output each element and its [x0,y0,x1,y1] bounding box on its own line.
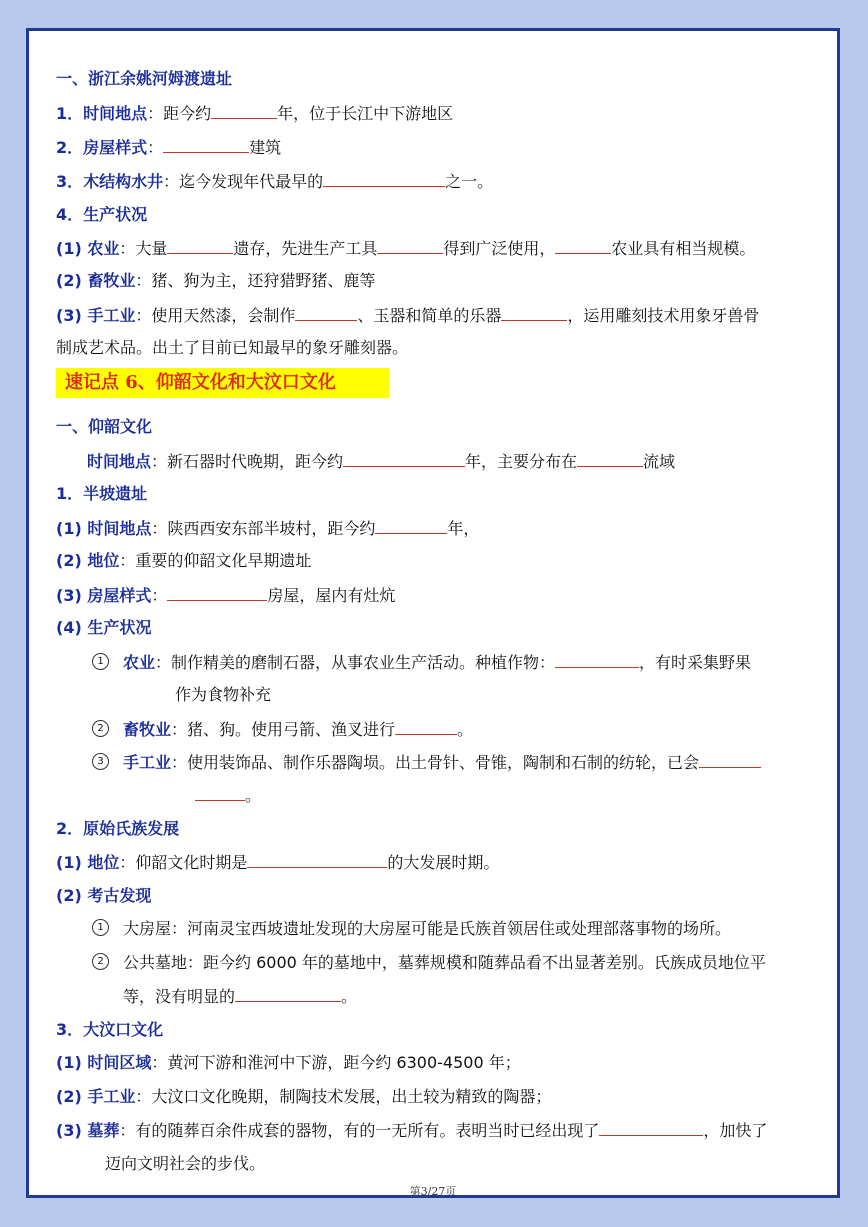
item-dawenkou-burial: (3) 墓葬：有的随葬百余件成套的器物，有的一无所有。表明当时已经出现了 ，加快了 [56,1121,768,1140]
section-heading-hemudu: 一、浙江余姚河姆渡遗址 [56,69,233,88]
subheading-clan: 2．原始氏族发展 [56,819,180,838]
item-time-place: 1．时间地点：距今约 年，位于长江中下游地区 [56,104,454,123]
item-banpo-time: (1) 时间地点：陕西西安东部半坡村，距今约 年， [56,519,480,538]
item-cemetery: 2 公共墓地：距今约 6000 年的墓地中，墓葬规模和随葬品看不出显著差别。氏族成员地位平 [92,952,766,974]
item-banpo-agri-cont: 作为食物补充 [175,685,272,704]
blank[interactable] [167,584,267,601]
item-dawenkou-time: (1) 时间区域：黄河下游和淮河中下游，距今约 6300-4500 年； [56,1053,521,1072]
blank[interactable] [599,1119,703,1136]
blank[interactable] [555,237,611,254]
blank[interactable] [211,102,277,119]
section-heading-yangshao: 一、仰韶文化 [56,417,153,436]
document-page [26,28,840,1198]
blank[interactable] [501,304,567,321]
item-clan-archaeology: (2) 考古发现 [56,886,152,905]
item-house-style: 2．房屋样式： 建筑 [56,138,282,157]
blank[interactable] [377,237,443,254]
item-banpo-agri: 1 农业：制作精美的磨制石器，从事农业生产活动。种植作物： ，有时采集野果 [92,651,751,673]
blank[interactable] [699,751,761,768]
item-well: 3．木结构水井：迄今发现年代最早的 之一。 [56,172,494,191]
blank[interactable] [375,517,447,534]
circled-number: 1 [92,653,109,670]
item-banpo-livestock: 2 畜牧业：猪、狗。使用弓箭、渔叉进行 。 [92,718,473,740]
item-clan-status: (1) 地位：仰韶文化时期是 的大发展时期。 [56,853,500,872]
item-livestock: (2) 畜牧业：猪、狗为主，还狩猎野猪、鹿等 [56,271,376,290]
item-banpo-status: (2) 地位：重要的仰韶文化早期遗址 [56,551,312,570]
item-banpo-handicraft: 3 手工业：使用装饰品、制作乐器陶埙。出土骨针、骨锥，陶制和石制的纺轮，已会 [92,751,761,773]
item-cemetery-cont: 等，没有明显的 。 [123,987,358,1006]
item-dawenkou-burial-cont: 迈向文明社会的步伐。 [105,1154,266,1173]
section-banner: 速记点 6、仰韶文化和大汶口文化 [56,368,389,398]
blank[interactable] [167,237,233,254]
item-handicraft-cont: 制成艺术品。出土了目前已知最早的象牙雕刻器。 [56,338,409,357]
subheading-banpo: 1．半坡遗址 [56,484,148,503]
circled-number: 1 [92,919,109,936]
item-yangshao-time: 时间地点：新石器时代晚期，距今约 年，主要分布在 流域 [87,452,676,471]
circled-number: 2 [92,720,109,737]
item-big-house: 1 大房屋：河南灵宝西坡遗址发现的大房屋可能是氏族首领居住或处理部落事物的场所。 [92,918,731,940]
blank[interactable] [163,136,249,153]
blank[interactable] [247,851,387,868]
blank[interactable] [295,304,357,321]
subheading-dawenkou: 3．大汶口文化 [56,1020,164,1039]
blank[interactable] [235,985,341,1002]
blank[interactable] [577,450,643,467]
item-production: 4．生产状况 [56,205,148,224]
blank[interactable] [323,170,445,187]
item-handicraft: (3) 手工业：使用天然漆，会制作 、玉器和简单的乐器 ，运用雕刻技术用象牙兽骨 [56,306,760,325]
blank[interactable] [395,718,457,735]
blank[interactable] [555,651,639,668]
item-dawenkou-handicraft: (2) 手工业：大汶口文化晚期，制陶技术发展，出土较为精致的陶器； [56,1087,552,1106]
blank[interactable] [343,450,465,467]
blank[interactable] [195,784,245,801]
item-agriculture: (1) 农业：大量 遗存，先进生产工具 得到广泛使用， 农业具有相当规模。 [56,239,756,258]
item-banpo-production: (4) 生产状况 [56,618,152,637]
page-number: 第3/27页 [409,1185,457,1198]
circled-number: 2 [92,953,109,970]
item-banpo-handicraft-cont: 。 [195,784,261,806]
circled-number: 3 [92,753,109,770]
item-banpo-house: (3) 房屋样式： 房屋，屋内有灶炕 [56,586,396,605]
